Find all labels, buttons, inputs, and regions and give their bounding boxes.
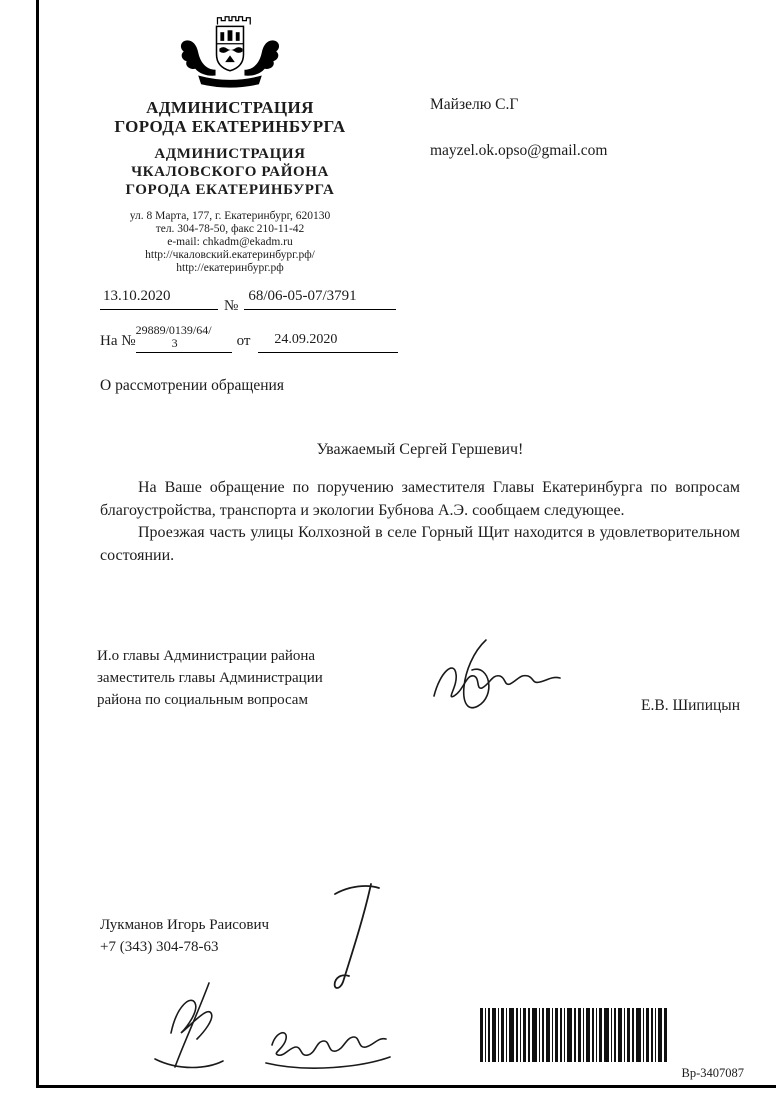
scan-border-left	[36, 0, 39, 1088]
recipient-email: mayzel.ok.opso@gmail.com	[430, 142, 608, 159]
address-line: ул. 8 Марта, 177, г. Екатеринбург, 620130	[129, 210, 331, 222]
signer-position-line: заместитель главы Администрации	[97, 670, 323, 686]
reply-label: На №	[100, 333, 136, 349]
executor-name: Лукманов Игорь Раисович	[100, 917, 270, 933]
barcode-label: Вр-3407087	[681, 1066, 744, 1080]
address-line: http://екатеринбург.рф	[176, 262, 284, 274]
signature-official	[420, 630, 570, 725]
reply-date: 24.09.2020	[258, 332, 398, 353]
district-name-line: ГОРОДА ЕКАТЕРИНБУРГА	[125, 182, 335, 198]
org-contact-info	[55, 210, 405, 275]
address-line: http://чкаловский.екатеринбург.рф/	[145, 249, 315, 261]
reply-reference-line	[100, 324, 398, 353]
reference-line	[100, 288, 396, 314]
org-name-line: ГОРОДА ЕКАТЕРИНБУРГА	[114, 117, 346, 136]
recipient-name: Майзелю С.Г	[430, 96, 519, 113]
district-name-line: АДМИНИСТРАЦИЯ	[154, 146, 306, 162]
signer-position	[97, 645, 323, 711]
letterhead	[55, 8, 405, 275]
reply-number-part: 29889/0139/64/	[135, 323, 212, 337]
scan-border-bottom	[36, 1085, 776, 1088]
letter-date: 13.10.2020	[100, 288, 218, 310]
reply-number-part: 3	[171, 336, 178, 350]
reply-number	[136, 324, 232, 353]
letter-number: 68/06-05-07/3791	[244, 288, 396, 310]
org-name	[55, 98, 405, 136]
salutation: Уважаемый Сергей Гершевич!	[316, 441, 524, 458]
signature-scribble-tall	[315, 878, 395, 996]
signature-scribble-left	[145, 975, 255, 1075]
body-paragraph: На Ваше обращение по поручению заместителя Главы Екатеринбурга по вопросам благоустройства, транспорта и экологии Бубнова А.Э. сообщаем следующее.	[100, 479, 740, 519]
district-name	[55, 145, 405, 199]
letter-body	[100, 477, 740, 567]
coat-of-arms-icon	[177, 8, 283, 93]
signer-position-line: И.о главы Администрации района	[97, 648, 316, 664]
district-name-line: ЧКАЛОВСКОГО РАЙОНА	[131, 164, 329, 180]
barcode	[480, 1008, 668, 1062]
recipient-block	[430, 96, 607, 160]
signature-scribble-cursive	[258, 1005, 398, 1070]
address-line: тел. 304-78-50, факс 210-11-42	[155, 223, 305, 235]
executor-phone: +7 (343) 304-78-63	[100, 939, 219, 955]
body-paragraph: Проезжая часть улицы Колхозной в селе Горный Щит находится в удовлетворительном состоянии.	[100, 524, 740, 564]
executor-contact	[100, 914, 269, 958]
org-name-line: АДМИНИСТРАЦИЯ	[146, 98, 314, 117]
subject-line: О рассмотрении обращения	[100, 377, 284, 394]
signer-position-line: района по социальным вопросам	[97, 692, 308, 708]
address-line: e-mail: chkadm@ekadm.ru	[167, 236, 293, 248]
number-sign: №	[224, 298, 239, 314]
signer-name: Е.В. Шипицын	[641, 697, 740, 714]
from-label: от	[236, 333, 251, 349]
